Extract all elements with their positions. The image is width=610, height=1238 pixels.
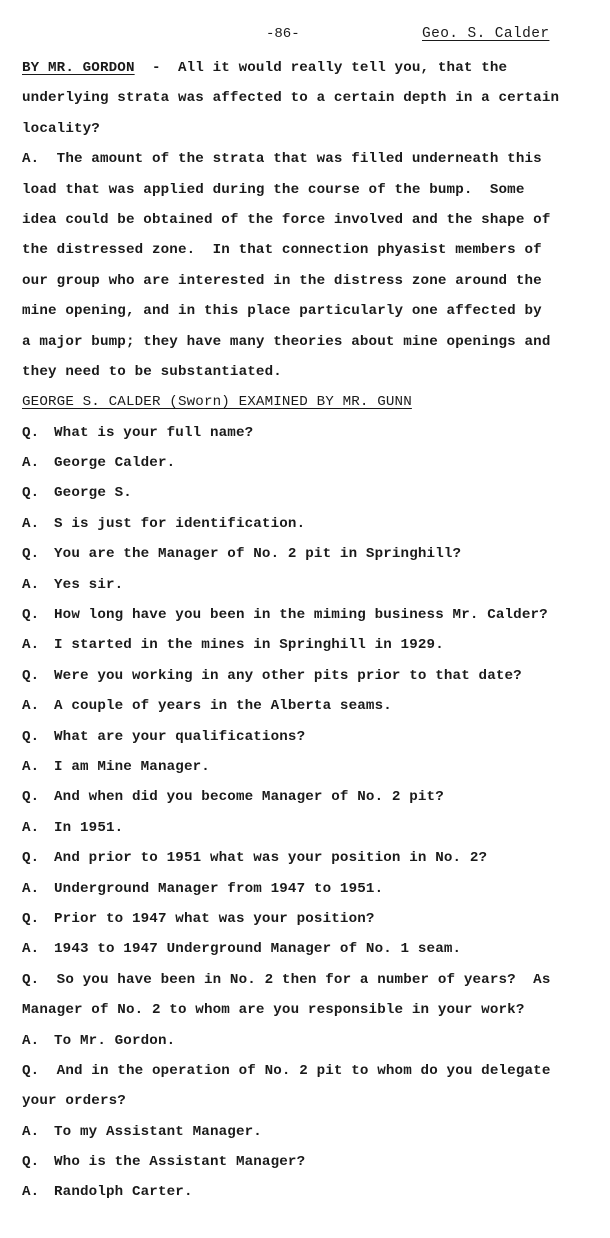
qa-text: S is just for identification. (54, 515, 306, 532)
exchange-line (22, 722, 592, 752)
qa-text: Randolph Carter. (54, 1184, 193, 1201)
exchange-line (22, 600, 592, 630)
exchange-line (22, 874, 592, 904)
section-heading-line (22, 387, 592, 417)
exchange-line (22, 904, 592, 934)
qa-text: 1943 to 1947 Underground Manager of No. 1 seam. (54, 941, 462, 958)
exchange-line (22, 1026, 592, 1056)
witness-name: Geo. S. Calder (422, 26, 550, 42)
qa-marker: A. (22, 1123, 40, 1140)
wrapped-question-line-1: Q. So you have been in No. 2 then for a number of years? As (22, 971, 551, 988)
qa-text: How long have you been in the miming business Mr. Calder? (54, 607, 548, 624)
wrapped-question-line-2: your orders? (22, 1093, 126, 1110)
qa-text: A couple of years in the Alberta seams. (54, 698, 392, 715)
exchange-line (22, 782, 592, 812)
section-heading: GEORGE S. CALDER (Sworn) EXAMINED BY MR. GUNN (22, 394, 412, 411)
qa-text: Who is the Assistant Manager? (54, 1154, 306, 1171)
qa-marker: Q. (22, 485, 40, 502)
qa-marker: Q. (22, 1154, 40, 1171)
qa-text: To Mr. Gordon. (54, 1032, 176, 1049)
exchange-line (22, 448, 592, 478)
qa-marker: A. (22, 1032, 40, 1049)
opening-line-2: underlying strata was affected to a certain depth in a certain (22, 90, 560, 107)
exchange-line (22, 1177, 592, 1207)
wrapped-question-line-1: Q. And in the operation of No. 2 pit to whom do you delegate (22, 1062, 551, 1079)
exchange-line (22, 570, 592, 600)
exchange-line (22, 843, 592, 873)
exchange-line (22, 478, 592, 508)
qa-text: Yes sir. (54, 576, 124, 593)
answer-line: a major bump; they have many theories about mine openings and (22, 333, 551, 350)
qa-text: And prior to 1951 what was your position in No. 2? (54, 850, 488, 867)
qa-marker: Q. (22, 546, 40, 563)
qa-text: To my Assistant Manager. (54, 1123, 262, 1140)
wrapped-question-line-2: Manager of No. 2 to whom are you responsible in your work? (22, 1002, 525, 1019)
qa-marker: Q. (22, 667, 40, 684)
qa-text: I started in the mines in Springhill in 1929. (54, 637, 444, 654)
qa-text: Underground Manager from 1947 to 1951. (54, 880, 384, 897)
qa-text: What are your qualifications? (54, 728, 306, 745)
opening-line-1 (22, 53, 592, 83)
qa-marker: A. (22, 758, 40, 775)
exchange-line (22, 934, 592, 964)
qa-text: What is your full name? (54, 424, 254, 441)
exchange-line (22, 752, 592, 782)
exchange-line (22, 813, 592, 843)
qa-marker: A. (22, 698, 40, 715)
qa-text: Prior to 1947 what was your position? (54, 910, 375, 927)
exchange-line (22, 630, 592, 660)
qa-text: And when did you become Manager of No. 2 pit? (54, 789, 444, 806)
qa-marker: A. (22, 455, 40, 472)
qa-marker: Q. (22, 424, 40, 441)
exchange-line (22, 661, 592, 691)
qa-text: Were you working in any other pits prior to that date? (54, 667, 522, 684)
answer-line: our group who are interested in the distress zone around the (22, 272, 542, 289)
qa-marker: Q. (22, 789, 40, 806)
answer-line: mine opening, and in this place particularly one affected by (22, 303, 542, 320)
opening-line-3: locality? (22, 120, 100, 137)
exchange-line (22, 691, 592, 721)
answer-line: the distressed zone. In that connection phyasist members of (22, 242, 542, 259)
exchange-line (22, 1117, 592, 1147)
qa-text: I am Mine Manager. (54, 758, 210, 775)
qa-marker: A. (22, 637, 40, 654)
answer-line: A. The amount of the strata that was filled underneath this (22, 151, 542, 168)
qa-marker: A. (22, 941, 40, 958)
qa-marker: Q. (22, 910, 40, 927)
exchange-line (22, 509, 592, 539)
qa-marker: A. (22, 819, 40, 836)
qa-marker: A. (22, 880, 40, 897)
speaker-label: BY MR. GORDON (22, 60, 135, 76)
page-number: -86- (266, 26, 300, 42)
answer-line: load that was applied during the course of the bump. Some (22, 181, 525, 198)
qa-marker: A. (22, 576, 40, 593)
qa-marker: A. (22, 515, 40, 532)
qa-text: George S. (54, 485, 132, 502)
exchange-line (22, 418, 592, 448)
exchange-line (22, 1147, 592, 1177)
answer-line: idea could be obtained of the force involved and the shape of (22, 211, 551, 228)
qa-text: In 1951. (54, 819, 124, 836)
qa-marker: Q. (22, 850, 40, 867)
qa-marker: A. (22, 1184, 40, 1201)
opening-text: - All it would really tell you, that the (134, 60, 508, 76)
qa-marker: Q. (22, 607, 40, 624)
qa-marker: Q. (22, 728, 40, 745)
qa-text: You are the Manager of No. 2 pit in Springhill? (54, 546, 462, 563)
answer-line: they need to be substantiated. (22, 363, 282, 380)
transcript-body (22, 53, 592, 1208)
page-header (0, 24, 610, 48)
exchange-line (22, 539, 592, 569)
qa-text: George Calder. (54, 455, 176, 472)
